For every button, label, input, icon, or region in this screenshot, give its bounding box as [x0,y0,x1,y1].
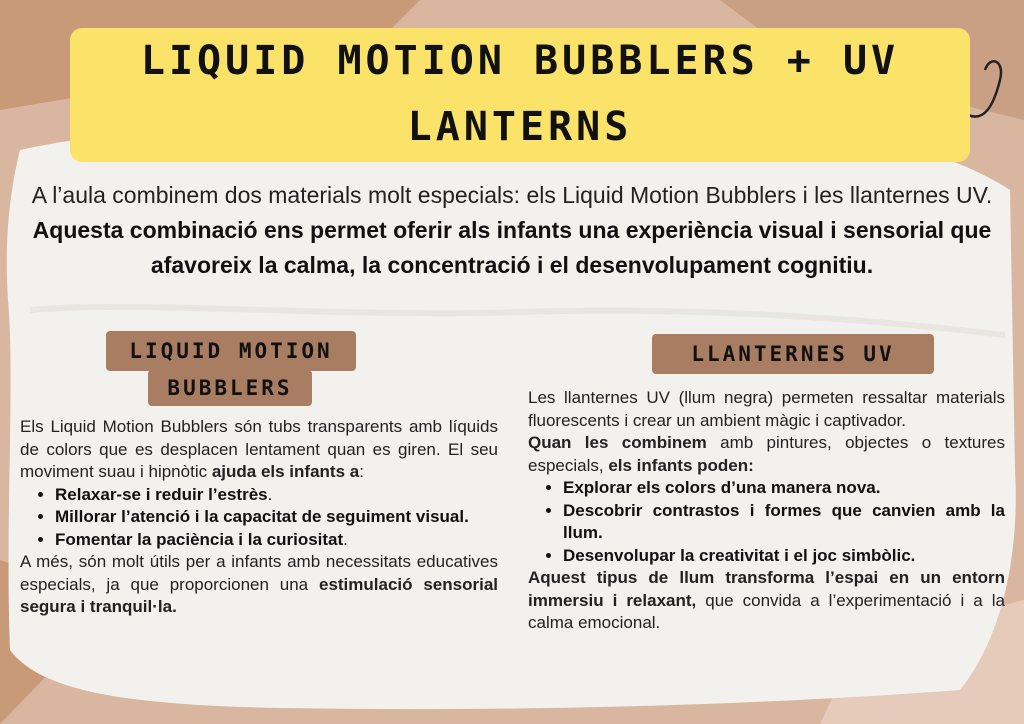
left-paragraph-1 [20,416,498,484]
right-column [528,387,1005,635]
left-p1-bold: ajuda els infants a [211,462,360,481]
right-p2-text: amb pintures, objectes o textures especials, [528,433,1005,475]
left-p1-text: Els Liquid Motion Bubblers són tubs transparents amb líquids de colors que es desplacen lentament quan es giren. El seu moviment suau i hipnòtic [20,417,498,481]
left-column [20,416,498,619]
intro-text: A l’aula combinem dos materials molt especials: els Liquid Motion Bubblers i les llanternes UV. [31,182,993,208]
left-bullet-3-end: . [343,529,348,549]
left-paragraph-2 [20,551,498,619]
left-bullet-3: Fomentar la paciència i la curiositat [55,529,344,549]
right-paragraph-3 [528,567,1005,635]
intro-paragraph [26,178,998,283]
left-bullet-1-end: . [267,484,273,504]
heading-liquid-motion-line1: LIQUID MOTION [106,331,356,371]
list-item [55,484,498,507]
title-line-1: LIQUID MOTION BUBBLERS + UV [140,38,900,84]
title-line-2: LANTERNS [407,104,633,150]
right-bullet-list [528,477,1005,567]
right-p3-bold: Aquest tipus de llum transforma l’espai en un entorn immersiu i relaxant, [528,568,1005,610]
left-p2-text: A més, són molt útils per a infants amb necessitats educatives especials, ja que proporcionen una [20,552,498,594]
right-paragraph-2 [528,432,1005,477]
page-title [70,28,970,160]
heading-liquid-motion-line2: BUBBLERS [148,370,312,406]
right-paragraph-1: Les llanternes UV (llum negra) permeten ressaltar materials fluorescents i crear un ambient màgic i captivador. [528,388,1005,430]
right-p2-bold-1: Quan les combinem [528,433,707,452]
list-item [55,529,498,552]
left-p1-end: : [359,462,364,481]
list-item: • Millorar l’atenció i la capacitat de seguiment visual. [55,506,498,529]
left-bullet-1: Relaxar-se i reduir l’estrès [55,484,268,504]
list-item: • Explorar els colors d’una manera nova. [563,477,1005,500]
list-item: • Descobrir contrastos i formes que canvien amb la llum. [563,500,1005,545]
list-item: • Desenvolupar la creativitat i el joc simbòlic. [563,545,1005,568]
left-bullet-list [20,484,498,552]
right-p3-text: que convida a l’experimentació i a la calma emocional. [528,590,1005,632]
left-p2-bold: estimulació sensorial segura i tranquil·la. [20,574,499,616]
heading-llanternes-uv: LLANTERNES UV [652,334,934,374]
right-p2-bold-2: els infants poden: [608,455,754,475]
intro-bold-text: Aquesta combinació ens permet oferir als infants una experiència visual i sensorial que afavoreix la calma, la concentració i el desenvolupament cognitiu. [32,217,992,278]
